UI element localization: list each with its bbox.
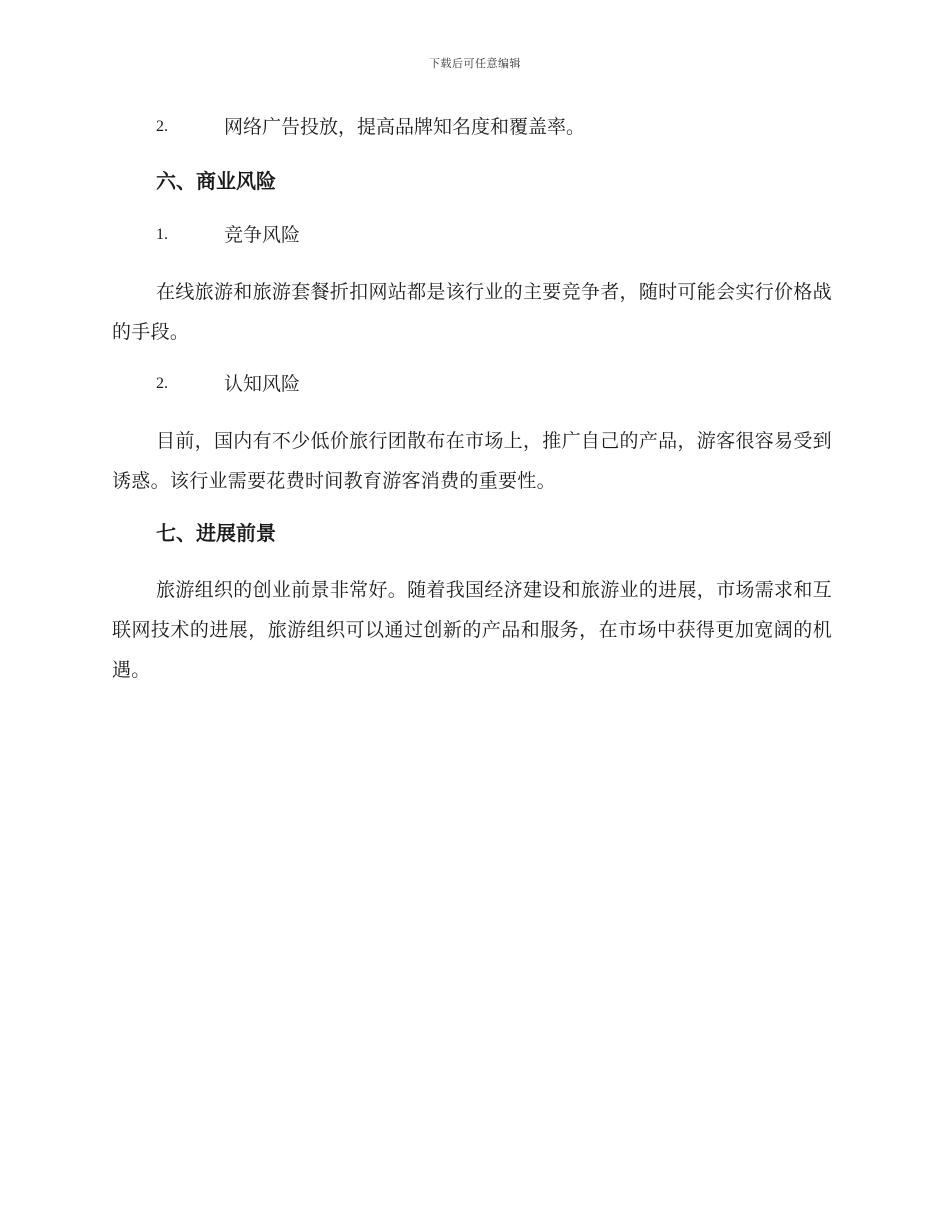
list-text: 竞争风险: [224, 224, 301, 246]
section-heading-prospects: 七、进展前景: [156, 521, 276, 545]
list-number: 2.: [156, 118, 168, 135]
list-item-cognition-risk: [112, 367, 832, 401]
list-text: 网络广告投放，提高品牌知名度和覆盖率。: [224, 116, 586, 138]
list-text: 认知风险: [224, 373, 301, 395]
section-heading-business-risk: 六、商业风险: [156, 169, 276, 193]
paragraph-cognition: 目前，国内有不少低价旅行团散布在市场上，推广自己的产品，游客很容易受到诱惑。该行业需要花费时间教育游客消费的重要性。: [112, 430, 832, 492]
paragraph-competition: 在线旅游和旅游套餐折扣网站都是该行业的主要竞争者，随时可能会实行价格战的手段。: [112, 281, 832, 343]
paragraph-prospects: 旅游组织的创业前景非常好。随着我国经济建设和旅游业的进展，市场需求和互联网技术的进展，旅游组织可以通过创新的产品和服务，在市场中获得更加宽阔的机遇。: [112, 579, 832, 681]
document-body: [112, 110, 832, 705]
list-item-competition-risk: [112, 218, 832, 252]
list-item-ads: [112, 110, 832, 144]
list-number: 2.: [156, 375, 168, 392]
page-header: 下载后可任意编辑: [429, 57, 521, 70]
list-number: 1.: [156, 226, 168, 243]
